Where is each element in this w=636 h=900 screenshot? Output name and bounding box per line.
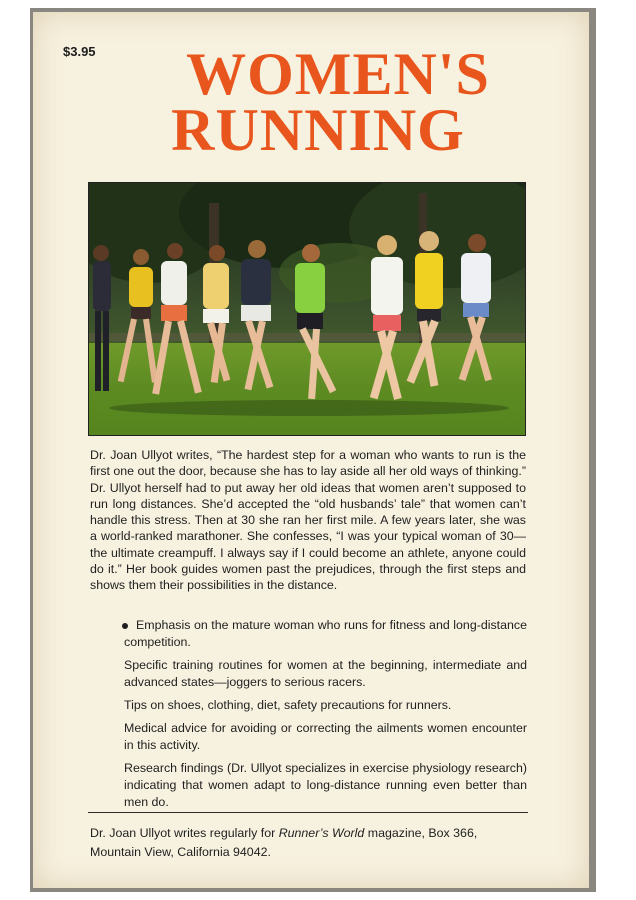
price-label: $3.95 xyxy=(63,44,96,59)
feature-list xyxy=(124,617,527,817)
feature-item: Tips on shoes, clothing, diet, safety precautions for runners. xyxy=(124,698,452,712)
magazine-name: Runner’s World xyxy=(278,826,365,840)
feature-item: Specific training routines for women at the beginning, intermediate and advanced states—joggers to serious racers. xyxy=(124,658,527,689)
feature-item: Research findings (Dr. Ullyot specializes in exercise physiology research) indicating that women adapt to long-distance running even better than men do. xyxy=(124,761,527,809)
footer-text-after: magazine, Box 366, Mountain View, California 94042. xyxy=(90,826,478,859)
feature-item: Emphasis on the mature woman who runs for fitness and long-distance competition. xyxy=(124,618,527,649)
title-line-2: RUNNING xyxy=(171,97,465,163)
book-description: Dr. Joan Ullyot writes, “The hardest step for a woman who wants to run is the first one out the door, because she has to lay aside all her old ways of thinking.” Dr. Ullyot herself had to put away her old ideas that women aren’t supposed to run long distances. She’d accepted the “old husbands’ tale” that women can’t handle this stress. Then at 30 she ran her first mile. A few years later, she was a world-ranked marathoner. She confesses, “I was your typical woman of 30—the ultimate creampuff. I always say if I could become an athlete, anyone could do it.” Her book guides women past the prejudices, through the first steps and shows them their possibilities in the distance. xyxy=(90,448,526,593)
divider-rule xyxy=(88,812,528,813)
author-footer xyxy=(90,824,530,862)
photo-runners-group-icon xyxy=(89,183,525,435)
title-line-1: WOMEN'S xyxy=(186,41,490,107)
bullet-icon xyxy=(122,623,128,629)
runners-photo xyxy=(88,182,526,436)
feature-item: Medical advice for avoiding or correcting the ailments women encounter in this activity. xyxy=(124,721,527,752)
footer-text-before: Dr. Joan Ullyot writes regularly for xyxy=(90,826,279,840)
